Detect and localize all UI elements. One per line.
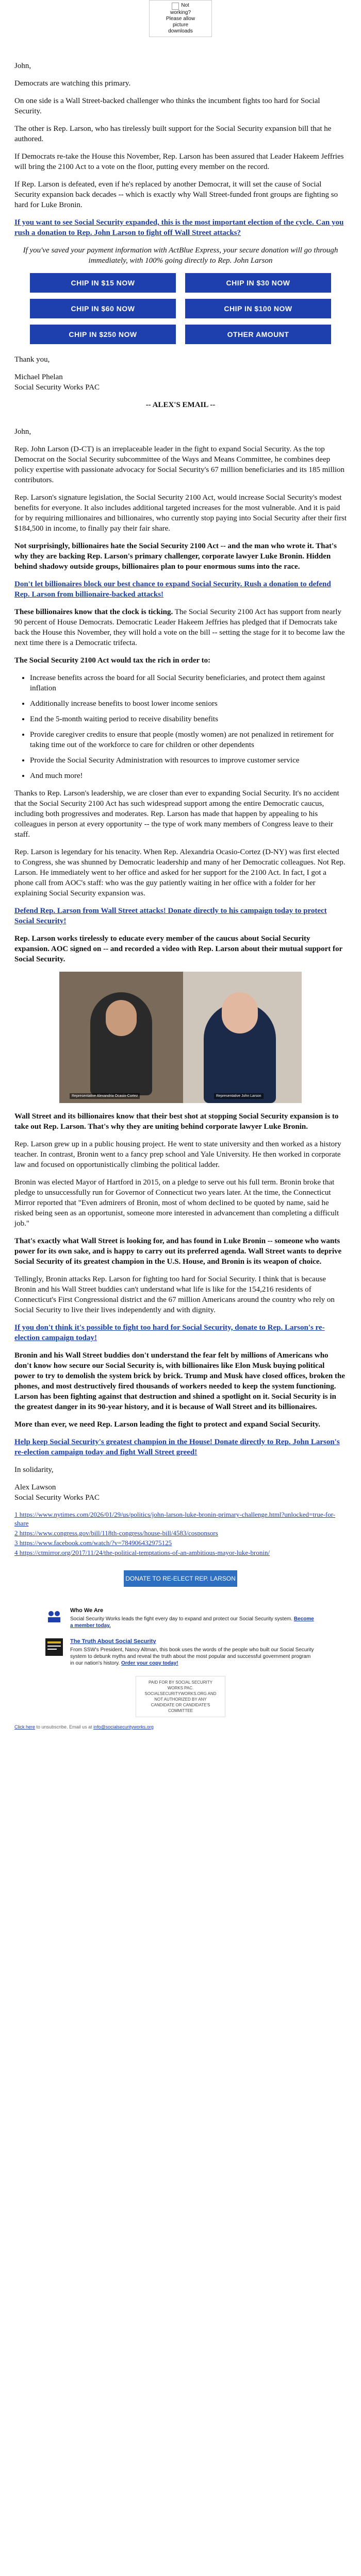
body-p6: Rep. Larson is legendary for his tenacity. When Rep. Alexandria Ocasio-Cortez (D-NY) was first elected to Congress, she was shunned by Democratic leadership and many of her Democratic colleagues. Not Rep. Larson. He immediately went to her office and asked for her support for the 2100 Act. In fact, I got a phone call from AOC's staff: who was the guy patiently waiting in her office with a folder for her explaining Social Security expansion was. (14, 848, 346, 897)
chip-in-grid (30, 273, 331, 344)
book-block: The Truth About Social Security From SSW's President, Nancy Altman, this book uses the words of the people who built our Social Security system to debunk myths and reveal the truth about the most popular and successful government program in our nation's history. Order your copy today! (45, 1638, 316, 1667)
footnote-2: 2 https://www.congress.gov/bill/118th-congress/house-bill/4583/cosponsors (14, 1529, 218, 1537)
intro-p5: If Rep. Larson is defeated, even if he's replaced by another Democrat, it will set the cause of Social Security expansion back decades -- which is exactly why Wall Street-funded front groups are fighting so hard for Luke Bronin. (14, 180, 338, 209)
donate-link-3[interactable]: Defend Rep. Larson from Wall Street attacks! Donate directly to his campaign today to protect Social Security! (14, 907, 327, 925)
thanks: Thank you, (14, 355, 50, 364)
body-p10: Bronin was elected Mayor of Hartford in 2015, on a pledge to serve out his full term. Bronin broke that pledge to unsuccessfully run for Governor of Connecticut two years later. At the time, the Connecticut Mirror reported that "Even admirers of Bronin, most of whom declined to be quoted by name, said he risked being seen as an opportunist, someone more interested in advancement than completing a difficult job." (14, 1178, 339, 1228)
body-p13: Bronin and his Wall Street buddies don't understand the fear felt by millions of Americans who don't know how secure our Social Security is, with billionaires like Elon Musk buying political power to try to demolish the system brick by brick. Trump and Musk have closed offices, broken the phones, and most destructively fired thousands of workers needed to keep the system functioning. Larson has been fighting against that destruction and shined a spotlight on it. Social Security is in the greatest danger in its 90-year history, and it is because of Wall Street and its billionaires. (14, 1351, 345, 1411)
email-link[interactable]: info@socialsecurityworks.org (93, 1724, 154, 1730)
body-p14: More than ever, we need Rep. Larson leading the fight to protect and expand Social Security. (14, 1420, 321, 1429)
intro-p4: If Democrats re-take the House this November, Rep. Larson has been assured that Leader Hakeem Jeffries will bring the 2100 Act to a vote on the floor, putting every member on the record. (14, 152, 344, 171)
who-we-are-title: Who We Are (70, 1607, 104, 1614)
unsubscribe-line: Click here to unsubscribe. Email us at info@socialsecurityworks.org (14, 1724, 154, 1730)
salutation-2: John, (14, 428, 31, 436)
body-p4: These billionaires know that the clock is ticking. The Social Security 2100 Act has support from nearly 90 percent of House Democrats. Democratic Leader Hakeem Jeffries has pledged that if Democrats take back the House this November, they will hold a vote on the bill -- setting the stage for it to become law the next time there is a Democratic trifecta. (14, 608, 345, 647)
who-we-are-block: Who We Are Social Security Works leads the fight every day to expand and protect our Social Security system. Become a member today. (45, 1607, 316, 1629)
paid-for-disclaimer: PAID FOR BY SOCIAL SECURITY WORKS PAC. SOCIALSECURITYWORKS.ORG AND NOT AUTHORIZED BY ANY CANDIDATE OR CANDIDATE'S COMMITTEE (136, 1676, 225, 1717)
list-item: • Provide caregiver credits to ensure that people (mostly women) are not penalized in retirement for taking time out of the workforce to care for children or other dependents (30, 730, 347, 750)
body-p3: Not surprisingly, billionaires hate the Social Security 2100 Act -- and the man who wrote it. That's why they are backing Rep. Larson's primary challenger, corporate lawyer Luke Bronin. Hidden behind shadowy outside groups, billionaires plan to pour enormous sums into the race. (14, 542, 337, 571)
body-p9: Rep. Larson grew up in a public housing project. He went to state university and then worked as a history teacher. In contrast, Bronin went to a fancy prep school and Yale University. He then worked in corporate law and focused on opportunistically climbing the political ladder. (14, 1140, 341, 1169)
list-item: • Additionally increase benefits to boost lower income seniors (30, 699, 347, 709)
other-amount-button[interactable]: OTHER AMOUNT (185, 325, 331, 344)
footnote-3: 3 https://www.facebook.com/watch/?v=784906432975125 (14, 1539, 172, 1547)
salutation: John, (14, 62, 31, 70)
signer-2: Alex Lawson Social Security Works PAC (14, 1483, 100, 1502)
photo-caption-left: Representative Alexandria Ocasio-Cortez (70, 1093, 140, 1099)
book-title-link[interactable]: The Truth About Social Security (70, 1638, 156, 1645)
chip-15-button[interactable]: CHIP IN $15 NOW (30, 273, 176, 293)
body-p5: Thanks to Rep. Larson's leadership, we are closer than ever to expanding Social Security. It's no accident that the Social Security 2100 Act has such widespread support among the entire Democratic caucus, including both progressives and moderates. Rep. Larson has made that happen by appealing to his colleagues in person at every opportunity -- the type of work many members of Congress leave to their staff. (14, 789, 339, 839)
body-p8: Wall Street and its billionaires know that their best shot at stopping Social Security expansion is to take out Rep. Larson. That's why they are uniting behind corporate lawyer Luke Bronin. (14, 1112, 339, 1131)
body-p2: Rep. Larson's signature legislation, the Social Security 2100 Act, would increase Social Security's modest benefits for everyone. It also includes additional targeted increases for the most vulnerable. And it is paid for by requiring millionaires and billionaires, who currently stop paying into Social Security after their first $184,500 in income, to finally pay their fair share. (14, 494, 347, 533)
body-p12: Tellingly, Bronin attacks Rep. Larson for fighting too hard for Social Security. I think that is because Bronin and his Wall Street buddies can't understand what life is like for the 154,216 residents of Connecticut's First Congressional district and the 67 million Americans around the country who rely on Social Security to live their lives independently and with dignity. (14, 1275, 335, 1314)
donate-link-5[interactable]: Help keep Social Security's greatest champion in the House! Donate directly to Rep. John Larson's re-election campaign today and fight Wall Street greed! (14, 1438, 340, 1456)
chip-250-button[interactable]: CHIP IN $250 NOW (30, 325, 176, 344)
list-item: • End the 5-month waiting period to receive disability benefits (30, 714, 347, 724)
broken-image-icon (172, 3, 179, 10)
donate-link-4[interactable]: If you don't think it's possible to fight too hard for Social Security, donate to Rep. Larson's re-election campaign today! (14, 1324, 325, 1342)
list-intro: The Social Security 2100 Act would tax the rich in order to: (14, 656, 211, 665)
photo-caption-right: Representative John Larson (214, 1093, 264, 1099)
donate-link-2[interactable]: Don't let billionaires block our best chance to expand Social Security. Rush a donation to defend Rep. Larson from billionaire-backed attacks! (14, 580, 331, 599)
express-note: If you've saved your payment information with ActBlue Express, your secure donation will go through immediately, with 100% going directly to Rep. John Larson (23, 246, 338, 265)
book-cover-icon (45, 1638, 63, 1656)
list-item: • Provide the Social Security Administration with resources to improve customer service (30, 755, 347, 766)
body-p1: Rep. John Larson (D-CT) is an irreplaceable leader in the fight to expand Social Security. As the top Democrat on the Social Security subcommittee of the Ways and Means Committee, he combines deep policy expertise with passionate advocacy for Social Security's 67 million beneficiaries and its 185 million contributors. (14, 445, 345, 484)
intro-p3: The other is Rep. Larson, who has tirelessly built support for the Social Security expansion bill that he authored. (14, 125, 332, 143)
chip-60-button[interactable]: CHIP IN $60 NOW (30, 299, 176, 318)
footnote-4: 4 https://ctmirror.org/2017/11/24/the-political-temptations-of-an-ambitious-mayor-luke-bronin/ (14, 1549, 270, 1556)
donate-link-top[interactable]: If you want to see Social Security expanded, this is the most important election of the cycle. Can you rush a donation to Rep. John Larson to fight off Wall Street attacks? (14, 218, 344, 237)
intro-p1: Democrats are watching this primary. (14, 79, 131, 88)
footnote-1: 1 https://www.nytimes.com/2026/01/29/us/politics/john-larson-luke-bronin-primary-challenge.html?unlocked=true-for-share (14, 1511, 336, 1527)
signer-1: Michael Phelan Social Security Works PAC (14, 373, 100, 392)
become-member-link[interactable]: Become a member today. (70, 1616, 314, 1629)
list-item: • And much more! (30, 771, 347, 781)
chip-100-button[interactable]: CHIP IN $100 NOW (185, 299, 331, 318)
section-divider: -- ALEX'S EMAIL -- (145, 401, 216, 409)
donate-button[interactable]: DONATE TO RE-ELECT REP. LARSON (124, 1570, 237, 1587)
image-warning-box: Not working? Please allow picture downloads (149, 0, 212, 37)
order-book-link[interactable]: Order your copy today! (121, 1660, 178, 1666)
chip-30-button[interactable]: CHIP IN $30 NOW (185, 273, 331, 293)
intro-p2: On one side is a Wall Street-backed challenger who thinks the incumbent fights too hard for Social Security. (14, 97, 320, 115)
unsubscribe-link[interactable]: Click here (14, 1724, 36, 1730)
body-p7: Rep. Larson works tirelessly to educate every member of the caucus about Social Security expansion. AOC signed on -- and recorded a video with Rep. Larson about their mutual support for Social Security. (14, 935, 342, 963)
closing: In solidarity, (14, 1466, 54, 1474)
video-still-photo[interactable] (59, 972, 302, 1103)
ssw-logo-icon (45, 1607, 63, 1625)
body-p11: That's exactly what Wall Street is looking for, and has found in Luke Bronin -- someone who wants power for its own sake, and is happy to carry out its preferred agenda. Wall Street wants to deprive Social Security of its greatest champion in the U.S. House, and Bronin is its weapon of choice. (14, 1237, 342, 1266)
list-item: • Increase benefits across the board for all Social Security beneficiaries, and protect them against inflation (30, 673, 347, 693)
bullet-list (14, 673, 347, 781)
